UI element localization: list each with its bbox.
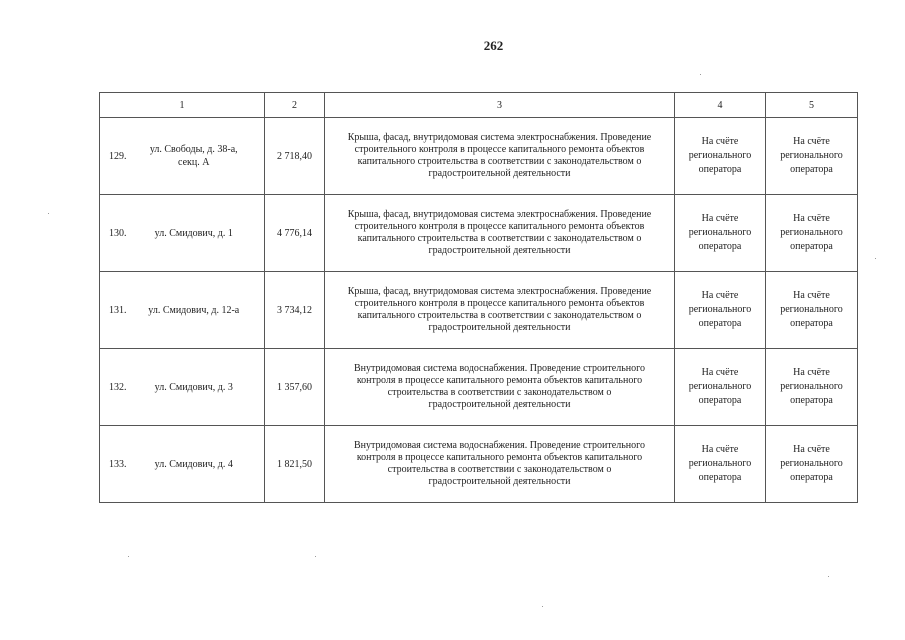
column-header-5: 5 bbox=[766, 93, 858, 118]
works-text: Крыша, фасад, внутридомовая система электроснабжения. Проведение строительного контроля в процессе капитального ремонта объектов капитального строительства в соответствии с законодательством о градостроительной деятельности bbox=[347, 132, 652, 179]
row-number: 130. bbox=[109, 227, 127, 239]
works-cell bbox=[325, 195, 675, 272]
works-text: Внутридомовая система водоснабжения. Проведение строительного контроля в процессе капитального ремонта объектов капитального строительства в соответствии с законодательством о градостроительной деятельности bbox=[354, 363, 645, 410]
table-row bbox=[100, 195, 858, 272]
col4-cell bbox=[675, 272, 766, 349]
capital-repair-table bbox=[99, 92, 858, 503]
col5-text: На счёте регионального оператора bbox=[780, 290, 843, 329]
row-number: 132. bbox=[109, 381, 127, 393]
area-cell: 1 821,50 bbox=[265, 426, 325, 503]
col4-cell bbox=[675, 195, 766, 272]
column-header-4: 4 bbox=[675, 93, 766, 118]
col5-cell bbox=[766, 272, 858, 349]
col5-cell bbox=[766, 349, 858, 426]
area-cell: 3 734,12 bbox=[265, 272, 325, 349]
area-cell: 4 776,14 bbox=[265, 195, 325, 272]
works-text: Крыша, фасад, внутридомовая система электроснабжения. Проведение строительного контроля в процессе капитального ремонта объектов капитального строительства в соответствии с законодательством о градостроительной деятельности bbox=[347, 286, 652, 333]
col4-text: На счёте регионального оператора bbox=[688, 444, 752, 483]
address: ул. Смидович, д. 12-а bbox=[148, 304, 240, 316]
address: ул. Смидович, д. 3 bbox=[154, 381, 233, 393]
area-cell: 2 718,40 bbox=[265, 118, 325, 195]
col4-text: На счёте регионального оператора bbox=[688, 367, 752, 406]
column-header-2: 2 bbox=[265, 93, 325, 118]
col4-text: На счёте регионального оператора bbox=[688, 213, 752, 252]
row-number: 129. bbox=[109, 150, 127, 162]
column-header-3: 3 bbox=[325, 93, 675, 118]
table-row bbox=[100, 426, 858, 503]
col5-text: На счёте регионального оператора bbox=[780, 444, 843, 483]
scan-speck bbox=[828, 576, 829, 577]
works-cell bbox=[325, 349, 675, 426]
col5-text: На счёте регионального оператора bbox=[780, 136, 843, 175]
works-cell bbox=[325, 426, 675, 503]
address-cell bbox=[100, 195, 265, 272]
column-header-1: 1 bbox=[100, 93, 265, 118]
address-cell bbox=[100, 272, 265, 349]
table-row bbox=[100, 272, 858, 349]
col4-text: На счёте регионального оператора bbox=[688, 290, 752, 329]
table-row bbox=[100, 349, 858, 426]
area-cell: 1 357,60 bbox=[265, 349, 325, 426]
works-text: Внутридомовая система водоснабжения. Проведение строительного контроля в процессе капитального ремонта объектов капитального строительства в соответствии с законодательством о градостроительной деятельности bbox=[354, 440, 645, 487]
table-row bbox=[100, 118, 858, 195]
works-cell bbox=[325, 272, 675, 349]
row-number: 131. bbox=[109, 304, 127, 316]
address: ул. Смидович, д. 1 bbox=[154, 227, 233, 239]
address-cell bbox=[100, 118, 265, 195]
col5-cell bbox=[766, 118, 858, 195]
header-row bbox=[100, 93, 858, 118]
scan-speck bbox=[128, 556, 129, 557]
col5-text: На счёте регионального оператора bbox=[780, 367, 843, 406]
col4-cell bbox=[675, 349, 766, 426]
address-cell bbox=[100, 426, 265, 503]
scan-speck bbox=[315, 556, 316, 557]
col5-cell bbox=[766, 426, 858, 503]
scan-speck bbox=[542, 606, 543, 607]
col4-text: На счёте регионального оператора bbox=[688, 136, 752, 175]
row-number: 133. bbox=[109, 458, 127, 470]
address: ул. Смидович, д. 4 bbox=[154, 458, 233, 470]
address-cell bbox=[100, 349, 265, 426]
col4-cell bbox=[675, 118, 766, 195]
works-text: Крыша, фасад, внутридомовая система электроснабжения. Проведение строительного контроля в процессе капитального ремонта объектов капитального строительства в соответствии с законодательством о градостроительной деятельности bbox=[347, 209, 652, 256]
col4-cell bbox=[675, 426, 766, 503]
scan-speck bbox=[700, 74, 701, 75]
col5-cell bbox=[766, 195, 858, 272]
scan-speck bbox=[875, 258, 876, 259]
col5-text: На счёте регионального оператора bbox=[780, 213, 843, 252]
scan-speck bbox=[48, 213, 49, 214]
works-cell bbox=[325, 118, 675, 195]
page-number: 262 bbox=[483, 38, 504, 53]
address: ул. Свободы, д. 38-а, секц. А bbox=[149, 144, 238, 168]
